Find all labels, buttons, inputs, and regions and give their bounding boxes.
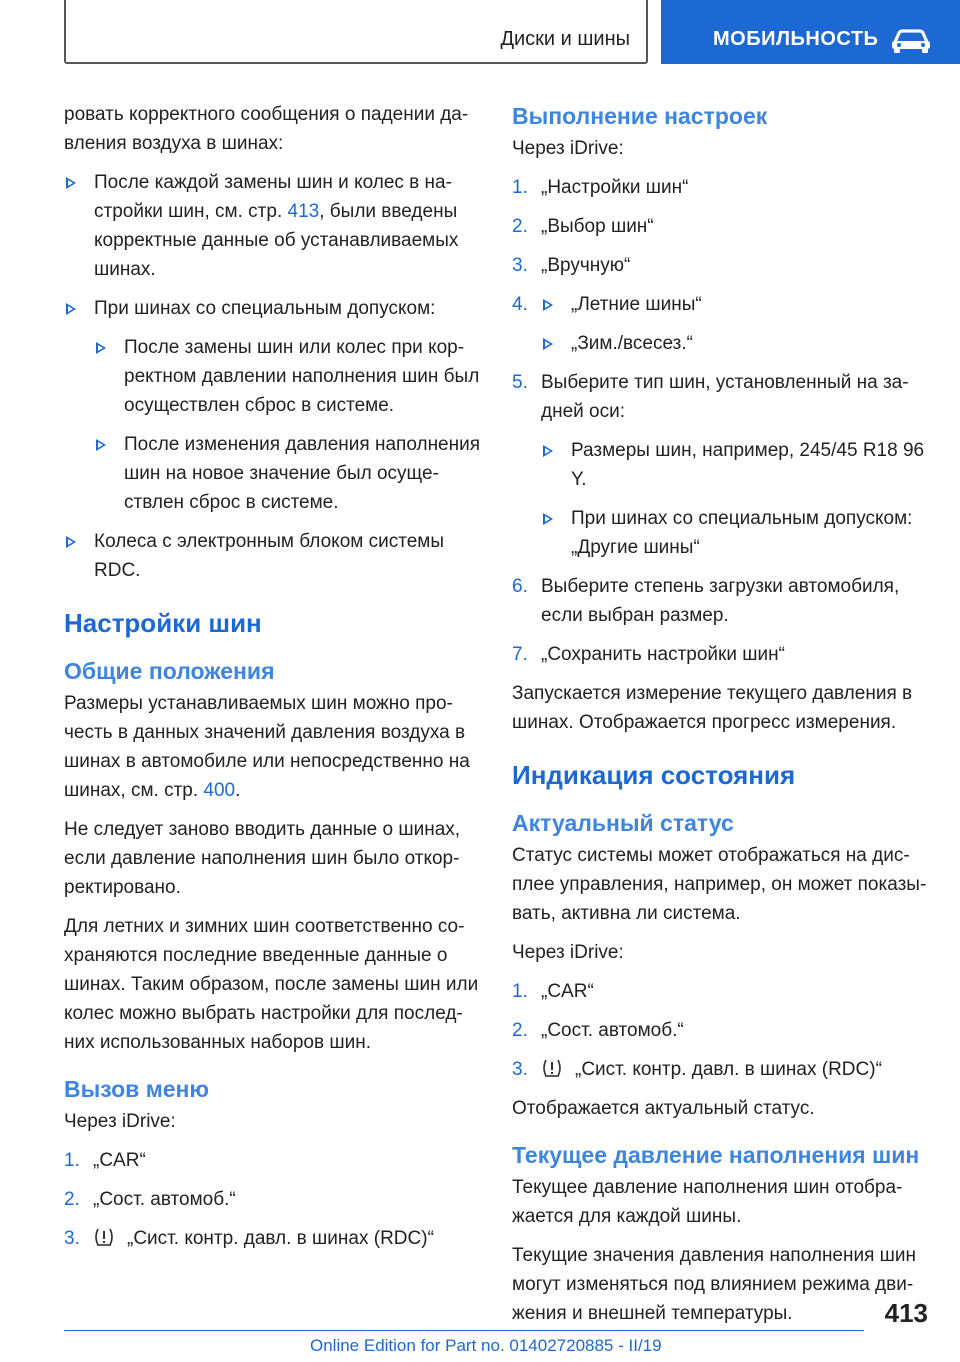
- bullet-text: , были введены корректные данные об устанавливаемых шинах.: [94, 201, 459, 280]
- step-number: 3.: [512, 255, 528, 276]
- pressure-paragraph: Текущие значения давления наполнения шин могут изменяться под влиянием режима дви-жения и внешней температуры.: [512, 1245, 917, 1324]
- list-item: [64, 1185, 482, 1214]
- list-item: [94, 430, 482, 517]
- step-number: 3.: [512, 1059, 528, 1080]
- step-number: 2.: [512, 1020, 528, 1041]
- sub-list: [64, 333, 482, 517]
- list-item: [512, 368, 930, 562]
- list-item: [541, 436, 930, 494]
- via-idrive-text: Через iDrive:: [64, 1111, 176, 1132]
- page-link[interactable]: 413: [287, 201, 320, 222]
- tire-pressure-warning-icon: [93, 1227, 115, 1247]
- step-number: 2.: [64, 1189, 80, 1210]
- car-icon: [889, 27, 933, 53]
- triangle-bullet-icon: [66, 303, 76, 315]
- step-number: 6.: [512, 576, 528, 597]
- triangle-bullet-icon: [543, 299, 553, 311]
- list-item: [94, 333, 482, 420]
- list-item: [512, 173, 930, 202]
- list-item: [512, 1055, 930, 1084]
- list-item: [64, 168, 482, 284]
- general-paragraph: Для летних и зимних шин соответственно со-храняются последние введенные данные о шинах. Таким образом, после замены шин или колес можно выбрать настройки для послед-них использованных наборов шин.: [64, 916, 479, 1053]
- step-number: 1.: [512, 981, 528, 1002]
- page-link[interactable]: 400: [203, 780, 236, 801]
- list-item: [512, 572, 930, 630]
- triangle-bullet-icon: [543, 513, 553, 525]
- triangle-bullet-icon: [96, 342, 106, 354]
- general-paragraph: Размеры устанавливаемых шин можно про-честь в данных значений давления воздуха в шинах в автомобиле или непосредственно на шинах, см. стр. 400.: [64, 693, 470, 801]
- list-item: [512, 251, 930, 280]
- header-chapter-tab: [661, 0, 960, 64]
- right-column: [512, 100, 930, 1338]
- step-text: „Сост. автомоб.“: [93, 1189, 236, 1210]
- step-number: 2.: [512, 216, 528, 237]
- list-item: [64, 1146, 482, 1175]
- list-item: [512, 1016, 930, 1045]
- list-item: [64, 527, 482, 585]
- step-text: „Сост. автомоб.“: [541, 1020, 684, 1041]
- page-number: 413: [884, 1298, 928, 1328]
- step-text: „Выбор шин“: [541, 216, 654, 237]
- general-paragraph: Не следует заново вводить данные о шинах, если давление наполнения шин было откор-ректировано.: [64, 819, 461, 898]
- list-item: [512, 977, 930, 1006]
- via-idrive-text: Через iDrive:: [512, 942, 624, 963]
- step-text: „Сист. контр. давл. в шинах (RDC)“: [127, 1228, 434, 1249]
- triangle-bullet-icon: [543, 338, 553, 350]
- bullet-text: После замены шин или колес при кор-ректном давлении наполнения шин был осуществлен сброс в системе.: [124, 337, 480, 416]
- heading-tire-settings: Настройки шин: [64, 608, 262, 638]
- bullet-text: После изменения давления наполнения шин на новое значение был осуще-ствлен сброс в системе.: [124, 434, 481, 513]
- via-idrive-text: Через iDrive:: [512, 138, 624, 159]
- triangle-bullet-icon: [66, 536, 76, 548]
- step-number: 1.: [64, 1150, 80, 1171]
- bullet-text: Колеса с электронным блоком системы RDC.: [94, 531, 444, 581]
- header-chapter-title: МОБИЛЬНОСТЬ: [713, 28, 879, 50]
- step-number: 5.: [512, 372, 528, 393]
- step-text: Выберите степень загрузки автомобиля, если выбран размер.: [541, 576, 900, 626]
- header-section-box: [64, 0, 648, 64]
- triangle-bullet-icon: [66, 177, 76, 189]
- heading-status-display: Индикация состояния: [512, 760, 796, 790]
- header-section-title: Диски и шины: [500, 28, 630, 50]
- result-paragraph: Отображается актуальный статус.: [512, 1098, 815, 1119]
- bullet-text: При шинах со специальным допуском:: [94, 298, 436, 319]
- step-text: „Сохранить настройки шин“: [541, 644, 785, 665]
- step-number: 4.: [512, 294, 528, 315]
- left-column: [64, 100, 482, 1263]
- step-number: 3.: [64, 1228, 80, 1249]
- step-text: „CAR“: [93, 1150, 146, 1171]
- bullet-text: При шинах со специальным допуском: „Другие шины“: [571, 508, 913, 558]
- triangle-bullet-icon: [543, 445, 553, 457]
- list-item: [64, 294, 482, 323]
- bullet-text: „Летние шины“: [571, 294, 702, 315]
- step-number: 1.: [512, 177, 528, 198]
- pressure-paragraph: Текущее давление наполнения шин отобра-жается для каждой шины.: [512, 1177, 903, 1227]
- list-item: [541, 504, 930, 562]
- bullet-text: После каждой замены шин и колес в на-стройки шин, см. стр.: [94, 172, 452, 222]
- result-paragraph: Запускается измерение текущего давления в шинах. Отображается прогресс измерения.: [512, 683, 913, 733]
- list-item: [512, 212, 930, 241]
- step-text: „Вручную“: [541, 255, 631, 276]
- edition-text: Online Edition for Part no. 01402720885 - II/19: [310, 1336, 662, 1355]
- heading-menu: Вызов меню: [64, 1076, 210, 1102]
- tire-pressure-warning-icon: [541, 1058, 563, 1078]
- step-text: Выберите тип шин, установленный на за-дней оси:: [541, 372, 909, 422]
- step-text: „Настройки шин“: [541, 177, 689, 198]
- list-item: [541, 290, 930, 319]
- bullet-text: Размеры шин, например, 245/45 R18 96 Y.: [571, 440, 925, 490]
- triangle-bullet-icon: [96, 439, 106, 451]
- intro-paragraph: ровать корректного сообщения о падении да-вления воздуха в шинах:: [64, 104, 469, 154]
- heading-perform-settings: Выполнение настроек: [512, 103, 768, 129]
- footer-divider: [64, 1330, 864, 1331]
- list-item: [541, 329, 930, 358]
- list-item: [512, 640, 930, 669]
- heading-current-pressure: Текущее давление наполнения шин: [512, 1142, 920, 1168]
- heading-current-status: Актуальный статус: [512, 810, 734, 836]
- current-status-paragraph: Статус системы может отображаться на дис-плее управления, например, он может показы-вать, активна ли система.: [512, 845, 927, 924]
- list-item: [512, 290, 930, 358]
- step-text: „CAR“: [541, 981, 594, 1002]
- list-item: [64, 1224, 482, 1253]
- step-text: „Сист. контр. давл. в шинах (RDC)“: [575, 1059, 882, 1080]
- heading-general: Общие положения: [64, 658, 275, 684]
- bullet-text: „Зим./всесез.“: [571, 333, 693, 354]
- step-number: 7.: [512, 644, 528, 665]
